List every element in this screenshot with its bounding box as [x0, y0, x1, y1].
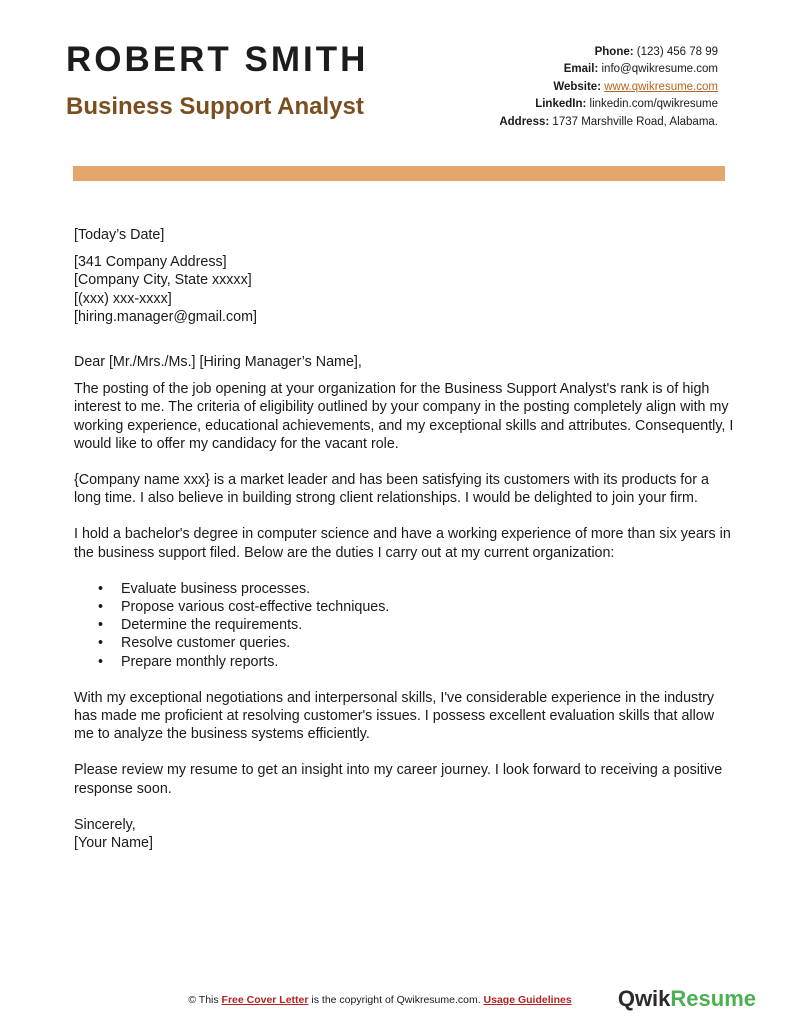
contact-phone-label: Phone — [594, 46, 630, 58]
closing-paragraph-2: Please review my resume to get an insight into my career journey. I look forward to receiving a positive response soon. — [74, 762, 723, 797]
contact-linkedin-value: linkedin.com/qwikresume — [589, 98, 718, 111]
contact-website-label: Website — [553, 80, 598, 93]
contact-phone: Phone: (123) 456 78 99 — [594, 46, 718, 58]
body-paragraph-2: {Company name xxx} is a market leader and has been satisfying its customers with its products for a long time. I also believe in building strong client relationships. I would be delighted to join your firm. — [74, 472, 709, 507]
signature: [Your Name] — [74, 835, 153, 852]
contact-address-label: Address — [499, 115, 546, 128]
letter-date: [Today’s Date] — [74, 227, 165, 243]
list-item: • Propose various cost-effective techniques. — [98, 599, 390, 616]
usage-guidelines-link[interactable]: Usage Guidelines — [483, 994, 572, 1006]
letter-body — [74, 226, 734, 852]
contact-address-value: 1737 Marshville Road, Alabama. — [552, 115, 718, 128]
list-item: • Evaluate business processes. — [98, 580, 311, 597]
closing-paragraph-1: With my exceptional negotiations and interpersonal skills, I've considerable experience in the industry has made me proficient at resolving customer's issues. I possess excellent evaluation skills that allow me to analyze the business systems efficiently. — [74, 689, 715, 743]
duties-list — [74, 580, 734, 671]
bullet-icon: • — [98, 653, 104, 670]
qwikresume-logo[interactable]: QwikResume — [617, 986, 756, 1011]
bullet-icon: • — [98, 635, 104, 652]
recipient-phone: [(xxx) xxx-xxxx] — [74, 290, 172, 307]
header-divider — [73, 166, 725, 181]
recipient-city: [Company City, State xxxxx] — [74, 272, 252, 289]
contact-phone-value: (123) 456 78 99 — [636, 46, 718, 58]
contact-email: Email: info@qwikresume.com — [563, 63, 718, 76]
list-item: • Determine the requirements. — [98, 617, 303, 634]
contact-website: Website: www.qwikresume.com — [553, 80, 718, 93]
job-title: Business Support Analyst — [66, 93, 364, 120]
body-paragraph-1: The posting of the job opening at your organization for the Business Support Analyst's rank is of high interest to me. The criteria of eligibility outlined by your company in the posting completely align with my working experience, educational achievements, and my exceptional skills and attributes. Consequently, I would like to offer my candidacy for the vacant role. — [74, 381, 734, 452]
contact-email-label: Email — [563, 63, 595, 76]
bullet-icon: • — [98, 617, 104, 634]
candidate-name: ROBERT SMITH — [66, 40, 369, 79]
contact-email-value: info@qwikresume.com — [601, 63, 718, 76]
body-paragraph-3: I hold a bachelor's degree in computer science and have a working experience of more than six years in the business support filed. Below are the duties I carry out at my current organization: — [74, 526, 731, 561]
bullet-icon: • — [98, 580, 104, 597]
salutation: Dear [Mr./Mrs./Ms.] [Hiring Manager’s Name], — [74, 354, 362, 371]
footer-copyright: © This Free Cover Letter is the copyright of Qwikresume.com. Usage Guidelines — [188, 994, 572, 1006]
contact-linkedin: LinkedIn: linkedin.com/qwikresume — [535, 98, 718, 111]
free-cover-letter-link[interactable]: Free Cover Letter — [221, 994, 309, 1006]
recipient-address: [341 Company Address] — [74, 254, 227, 271]
contact-block — [499, 44, 718, 131]
contact-linkedin-label: LinkedIn — [535, 98, 583, 111]
website-link[interactable]: www.qwikresume.com — [604, 80, 718, 93]
contact-address: Address: 1737 Marshville Road, Alabama. — [499, 115, 718, 128]
recipient-email: [hiring.manager@gmail.com] — [74, 308, 257, 325]
list-item: • Resolve customer queries. — [98, 635, 291, 652]
signoff: Sincerely, — [74, 816, 136, 833]
list-item: • Prepare monthly reports. — [98, 653, 279, 670]
bullet-icon: • — [98, 599, 104, 616]
